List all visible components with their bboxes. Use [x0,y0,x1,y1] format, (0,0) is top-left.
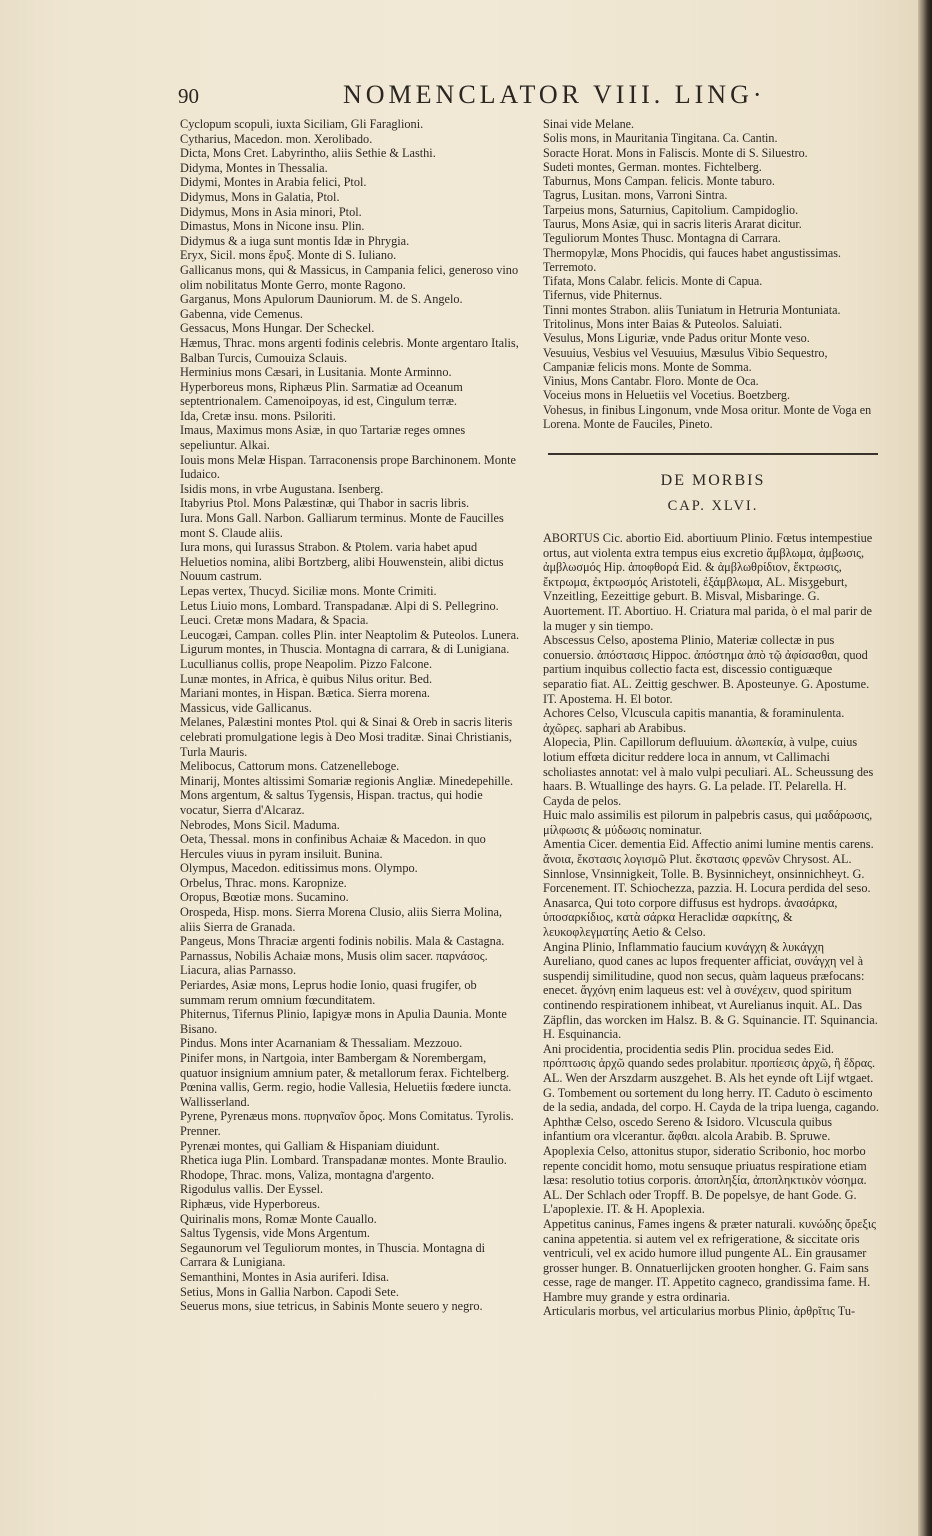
dictionary-entry: Leucogæi, Campan. colles Plin. inter Neaptolim & Puteolos. Lunera. [180,627,520,642]
dictionary-entry: Rhodope, Thrac. mons, Valiza, montagna d'argento. [180,1167,435,1182]
dictionary-entry: Eryx, Sicil. mons ἔρυξ. Monte di S. Iuliano. [180,248,397,263]
dictionary-entry: Gallicanus mons, qui & Massicus, in Campania felici, generoso vino olim nobilitatus Monte Gerro, monte Ragono. [180,262,519,292]
dictionary-entry: Pindus. Mons inter Acarnaniam & Thessaliam. Mezzouo. [180,1036,463,1051]
dictionary-entry: Sudeti montes, German. montes. Fichtelberg. [543,159,762,174]
dictionary-entry: Vohesus, in finibus Lingonum, vnde Mosa oritur. Monte de Voga en Lorena. Monte de Fauciles, Pineto. [543,402,872,431]
dictionary-entry: Minarij, Montes altissimi Somariæ regionis Angliæ. Minedepehille. [180,773,514,788]
dictionary-entry: Letus Liuio mons, Lombard. Transpadanæ. Alpi di S. Pellegrino. [180,598,499,613]
right-column-top [543,117,879,431]
dictionary-entry: Voceius mons in Heluetiis vel Vocetius. Boetzberg. [543,388,790,403]
running-title: NOMENCLATOR VIII. LING· [343,80,766,109]
dictionary-entry: Lunæ montes, in Africa, è quibus Nilus oritur. Bed. [180,671,433,686]
dictionary-entry: Gessacus, Mons Hungar. Der Scheckel. [180,321,375,336]
dictionary-entry: Garganus, Mons Apulorum Dauniorum. M. de S. Angelo. [180,292,463,307]
dictionary-entry: Achores Celso, Vlcuscula capitis manantia, & foraminulenta. ἀχῶρες. saphari ab Arabibus. [543,706,845,735]
dictionary-entry: Cyclopum scopuli, iuxta Siciliam, Gli Faraglioni. [180,117,424,131]
dictionary-entry: Lucullianus collis, prope Neapolim. Pizzo Falcone. [180,656,433,671]
dictionary-entry: Didymus & a iuga sunt montis Idæ in Phrygia. [180,233,410,248]
section-title: DE MORBIS [660,472,766,489]
page-number: 90 [178,84,199,108]
dictionary-entry: Setius, Mons in Gallia Narbon. Capodi Sete. [180,1284,399,1299]
dictionary-entry: Ligurum montes, in Thuscia. Montagna di carrara, & di Lunigiana. [180,642,510,657]
dictionary-entry: Vesulus, Mons Liguriæ, vnde Padus oritur Monte veso. [543,331,810,346]
dictionary-entry: Mariani montes, in Hispan. Bætica. Sierra morena. [180,686,430,701]
dictionary-entry: Pinifer mons, in Nartgoia, inter Bambergam & Norembergam, quatuor insignium amnium pater, & metallorum ferax. Fichtelberg. [180,1051,510,1080]
dictionary-entry: Riphæus, vide Hyperboreus. [180,1196,321,1211]
dictionary-entry: Dicta, Mons Cret. Labyrintho, aliis Sethie & Lasthi. [180,146,436,161]
dictionary-entry: Periardes, Asiæ mons, Leprus hodie Ionio, quasi frugifer, ob summam rerum omnium fœcunditatem. [180,978,477,1007]
dictionary-entry: Tarpeius mons, Saturnius, Capitolium. Campidoglio. [543,202,799,217]
dictionary-entry: Imaus, Maximus mons Asiæ, in quo Tartariæ reges omnes sepeliuntur. Alkai. [180,423,466,453]
dictionary-entry: Ani procidentia, procidentia sedis Plin. procidua sedes Eid. πρόπτωσις ἀρχῶ quando sedes prolabitur. προπίεσις ἀρχῶ, ἢ ἕδρας. AL. Wen der Arszdarm auszgehet. B. Als het eynde oft Lijf wtgaet. G. Tombement ou sortement du long herry. IT. Caduto ò escimento de la sedia, andada, del corpo. H. Cayda de la tripa luenga, cagando. [543,1041,879,1115]
dictionary-entry: Semanthini, Montes in Asia auriferi. Idisa. [180,1269,390,1284]
dictionary-entry: Pangeus, Mons Thraciæ argenti fodinis nobilis. Mala & Castagna. [180,934,505,949]
dictionary-entry: Taurus, Mons Asiæ, qui in sacris literis Ararat dicitur. [543,216,802,231]
dictionary-entry: Tagrus, Lusitan. mons, Varroni Sintra. [543,188,728,203]
dictionary-entry: Itabyrius Ptol. Mons Palæstinæ, qui Thabor in sacris libris. [180,496,470,511]
dictionary-entry: Tinni montes Strabon. aliis Tuniatum in Hetruria Montuniata. [543,302,841,317]
page-header [178,80,858,114]
dictionary-entry: Pœnina vallis, Germ. regio, hodie Vallesia, Heluetiis fœdere iuncta. Wallisserland. [180,1080,512,1109]
dictionary-entry: Cytharius, Macedon. mon. Xerolibado. [180,131,373,146]
dictionary-entry: Oropus, Bœotiæ mons. Sucamino. [180,890,349,905]
dictionary-entry: Didymi, Montes in Arabia felici, Ptol. [180,175,367,190]
dictionary-entry: ABORTUS Cic. abortio Eid. abortiuum Plinio. Fœtus intempestiue ortus, aut violenta extra tempus eius excretio ἄμβλωμα, ἀμβωσις, ἀμβλωσμός Hip. ἀποφθορά Eid. & ἀμβλωθρίδιον, ἔκτρωσις, ἔκτρωμα, ἐκτρωσμός Aristoteli, ἐξάμβλωμα, AL. Misʒgeburt, Vnzeitling, Eezeittige geburt. B. Misval, Misbaringe. G. Auortement. IT. Abortiuo. H. Criatura mal parida, ò el mal parir de la muger y sin tiempo. [543,531,873,633]
dictionary-entry: Teguliorum Montes Thusc. Montagna di Carrara. [543,231,781,246]
dictionary-entry: Solis mons, in Mauritania Tingitana. Ca. Cantin. [543,131,778,146]
dictionary-entry: Lepas vertex, Thucyd. Siciliæ mons. Monte Crimiti. [180,584,437,598]
dictionary-entry: Phiternus, Tifernus Plinio, Iapigyæ mons in Apulia Daunia. Monte Bisano. [180,1007,507,1036]
dictionary-entry: Vesuuius, Vesbius vel Vesuuius, Mæsulus Vibio Sequestro, Campaniæ felicis mons. Monte de Somma. [543,345,828,374]
dictionary-entry: Anasarca, Qui toto corpore diffusus est hydrops. ἀνασάρκα, ὑποσαρκίδιος, κατὰ σάρκα Heraclidæ σαρκίτης, & λευκοφλεγματίης Aetio & Celso. [543,895,838,940]
dictionary-entry: Articularis morbus, vel articularius morbus Plinio, ἀρθρῖτις Tu- [543,1304,856,1319]
chapter-number: CAP. XLVI. [667,498,759,514]
dictionary-entry: Iura. Mons Gall. Narbon. Galliarum terminus. Monte de Faucilles mont S. Claude aliis. [180,511,504,540]
dictionary-entry: Taburnus, Mons Campan. felicis. Monte taburo. [543,174,775,189]
dictionary-entry: Rhetica iuga Plin. Lombard. Transpadanæ montes. Monte Braulio. [180,1153,507,1168]
dictionary-entry: Gabenna, vide Cemenus. [180,306,303,321]
dictionary-entry: Appetitus caninus, Fames ingens & præter naturali. κυνώδης ὄρεξις canina appetentia. si autem vel ex refrigeratione, & siccitate oris ventriculi, vel ex acido humore illud pungente AL. Ein grausamer grosser hunger. B. Onnatuerlijcken grooten hongher. G. Faim sans cesse, rage de manger. IT. Appetito cagneco, grandissima fame. H. Hambre muy grande y estra ordinaria. [543,1216,877,1304]
dictionary-entry: Angina Plinio, Inflammatio faucium κυνάγχη & λυκάγχη Aureliano, quod canes ac lupos frequenter afficiat, συνάγχη vel à suspendij similitudine, quod non secus, quàm laqueus præfocans: enecet. ἄγχόνη enim laqueus est: vel à συνέχειν, quod spiritum continendo respirationem inhibeat, vt Aurelianus inquit. AL. Das Zäpflin, das worcken im Halsz. B. & G. Squinancie. IT. Squinancia. H. Esquinancia. [543,939,878,1042]
dictionary-entry: Didymus, Mons in Asia minori, Ptol. [180,204,362,219]
dictionary-entry: Seuerus mons, siue tetricus, in Sabinis Monte seuero y negro. [180,1299,483,1314]
dictionary-entry: Leuci. Cretæ mons Madara, & Spacia. [180,613,369,628]
dictionary-entry: Pyrenæi montes, qui Galliam & Hispaniam diuidunt. [180,1138,440,1153]
right-column-bottom [543,531,879,1319]
dictionary-entry: Olympus, Macedon. editissimus mons. Olympo. [180,861,418,876]
dictionary-entry: Pyrene, Pyrenæus mons. πυρηναῖον ὄρος. Mons Comitatus. Tyrolis. Prenner. [180,1109,514,1138]
dictionary-entry: Massicus, vide Gallicanus. [180,700,312,715]
dictionary-entry: Tritolinus, Mons inter Baias & Puteolos. Saluiati. [543,316,783,331]
dictionary-entry: Parnassus, Nobilis Achaiæ mons, Musis olim sacer. παρνάσος. Liacura, alias Parnasso. [180,948,488,978]
dictionary-entry: Oeta, Thessal. mons in confinibus Achaiæ & Macedon. in quo Hercules viuus in pyram insiluit. Bunina. [180,832,486,861]
dictionary-entry: Orbelus, Thrac. mons. Karopnize. [180,875,347,890]
dictionary-entry: Quirinalis mons, Romæ Monte Cauallo. [180,1211,377,1226]
dictionary-entry: Hæmus, Thrac. mons argenti fodinis celebris. Monte argentaro Italis, Balban Turcis, Cumouiza Sclauis. [180,335,519,365]
dictionary-entry: Alopecia, Plin. Capillorum defluuium. ἀλωπεκία, à vulpe, cuius lotium effœta dicitur reddere loca in annum, vt Callimachi scholiastes annotat: vel à malo vulpi peculiari. AL. Scheussung des haars. B. Wtuallinge des hayrs. G. La pelade. IT. Pelarella. H. Cayda de pelos. [543,735,874,808]
dictionary-entry: Didyma, Montes in Thessalia. [180,160,328,175]
dictionary-entry: Hyperboreus mons, Riphæus Plin. Sarmatiæ ad Oceanum septentrionalem. Camenoipoyas, id est, Cingulum terræ. [180,379,463,409]
dictionary-entry: Amentia Cicer. dementia Eid. Affectio animi lumine mentis carens. ἄνοια, ἔκστασις λογισμῶ Plut. ἔκστασις φρενῶν Chrysost. AL. Sinnlose, Vnsinnigkeit, Tolle. B. Bysinnicheyt, onsinnichheyt. G. Forcenement. IT. Schiochezza, pazzia. H. Locura perdida del seso. [543,837,874,896]
dictionary-entry: Melanes, Palæstini montes Ptol. qui & Sinai & Oreb in sacris literis celebrati promulgatione legis à Deo Mosi traditæ. Sinai Christianis, Turla Mauris. [180,715,513,759]
section-rule [548,453,878,455]
dictionary-entry: Tifata, Mons Calabr. felicis. Monte di Capua. [543,274,763,289]
dictionary-entry: Vinius, Mons Cantabr. Floro. Monte de Oca. [543,374,759,389]
dictionary-entry: Orospeda, Hisp. mons. Sierra Morena Clusio, aliis Sierra Molina, aliis Sierra de Granada. [180,905,503,934]
dictionary-entry: Mons argentum, & saltus Tygensis, Hispan. tractus, qui hodie vocatur, Sierra d'Alcaraz. [180,788,483,817]
dictionary-entry: Nebrodes, Mons Sicil. Maduma. [180,817,340,832]
dictionary-entry: Apoplexia Celso, attonitus stupor, sideratio Scribonio, hoc morbo repente concidit homo, motu sensuque priuatus respiratione etiam læsa: resolutio totius corporis. ἀποπληξία, ἀποπληκτικὸν νόσημα. AL. Der Schlach oder Tropff. B. De popelsye, de hant Gode. G. L'apoplexie. IT. & H. Apoplexia. [543,1143,867,1217]
dictionary-entry: Didymus, Mons in Galatia, Ptol. [180,189,340,204]
dictionary-entry: Iura mons, qui Iurassus Strabon. & Ptolem. varia habet apud Heluetios nomina, alibi Bortzberg, alibi Houwenstein, alibi dictus Nouum castrum. [180,540,504,584]
dictionary-entry: Melibocus, Cattorum mons. Catzenelleboge. [180,759,400,774]
dictionary-entry: Thermopylæ, Mons Phocidis, qui fauces habet angustissimas. Terremoto. [543,245,841,274]
dictionary-entry: Saltus Tygensis, vide Mons Argentum. [180,1226,370,1241]
dictionary-entry: Ida, Cretæ insu. mons. Psiloriti. [180,408,336,423]
dictionary-entry: Tifernus, vide Phiternus. [543,288,663,303]
dictionary-entry: Huic malo assimilis est pilorum in palpebris casus, qui μαδάρωσις, μίλφωσις & μύδωσις nominatur. [543,808,873,837]
dictionary-entry: Aphthæ Celso, oscedo Sereno & Isidoro. Vlcuscula quibus infantium ora vlcerantur. ἄφθαι. alcola Arabib. B. Spruwe. [543,1114,833,1144]
dictionary-entry: Sinai vide Melane. [543,117,635,131]
page-edge-shadow [918,0,932,1536]
dictionary-entry: Segaunorum vel Teguliorum montes, in Thuscia. Montagna di Carrara & Lunigiana. [180,1240,486,1270]
dictionary-entry: Herminius mons Cæsari, in Lusitania. Monte Arminno. [180,365,452,380]
dictionary-entry: Iouis mons Melæ Hispan. Tarraconensis prope Barchinonem. Monte Iudaico. [180,452,516,482]
dictionary-entry: Soracte Horat. Mons in Faliscis. Monte di S. Siluestro. [543,145,808,160]
dictionary-entry: Abscessus Celso, apostema Plinio, Materiæ collectæ in pus conuersio. ἀπόστασις Hippoc. ἀπόστημα ἀπὸ τῷ ἀφίσασθαι, quod partium inquibus collectio facta est, discessio contiguæque separatio fiat. AL. Zeittig geschwer. B. Aposteunye. G. Apostume. IT. Apostema. H. El botor. [543,633,870,706]
dictionary-entry: Dimastus, Mons in Nicone insu. Plin. [180,219,365,234]
dictionary-entry: Rigodulus vallis. Der Eyssel. [180,1182,324,1197]
dictionary-entry: Isidis mons, in vrbe Augustana. Isenberg. [180,481,384,496]
left-column [180,117,520,1314]
